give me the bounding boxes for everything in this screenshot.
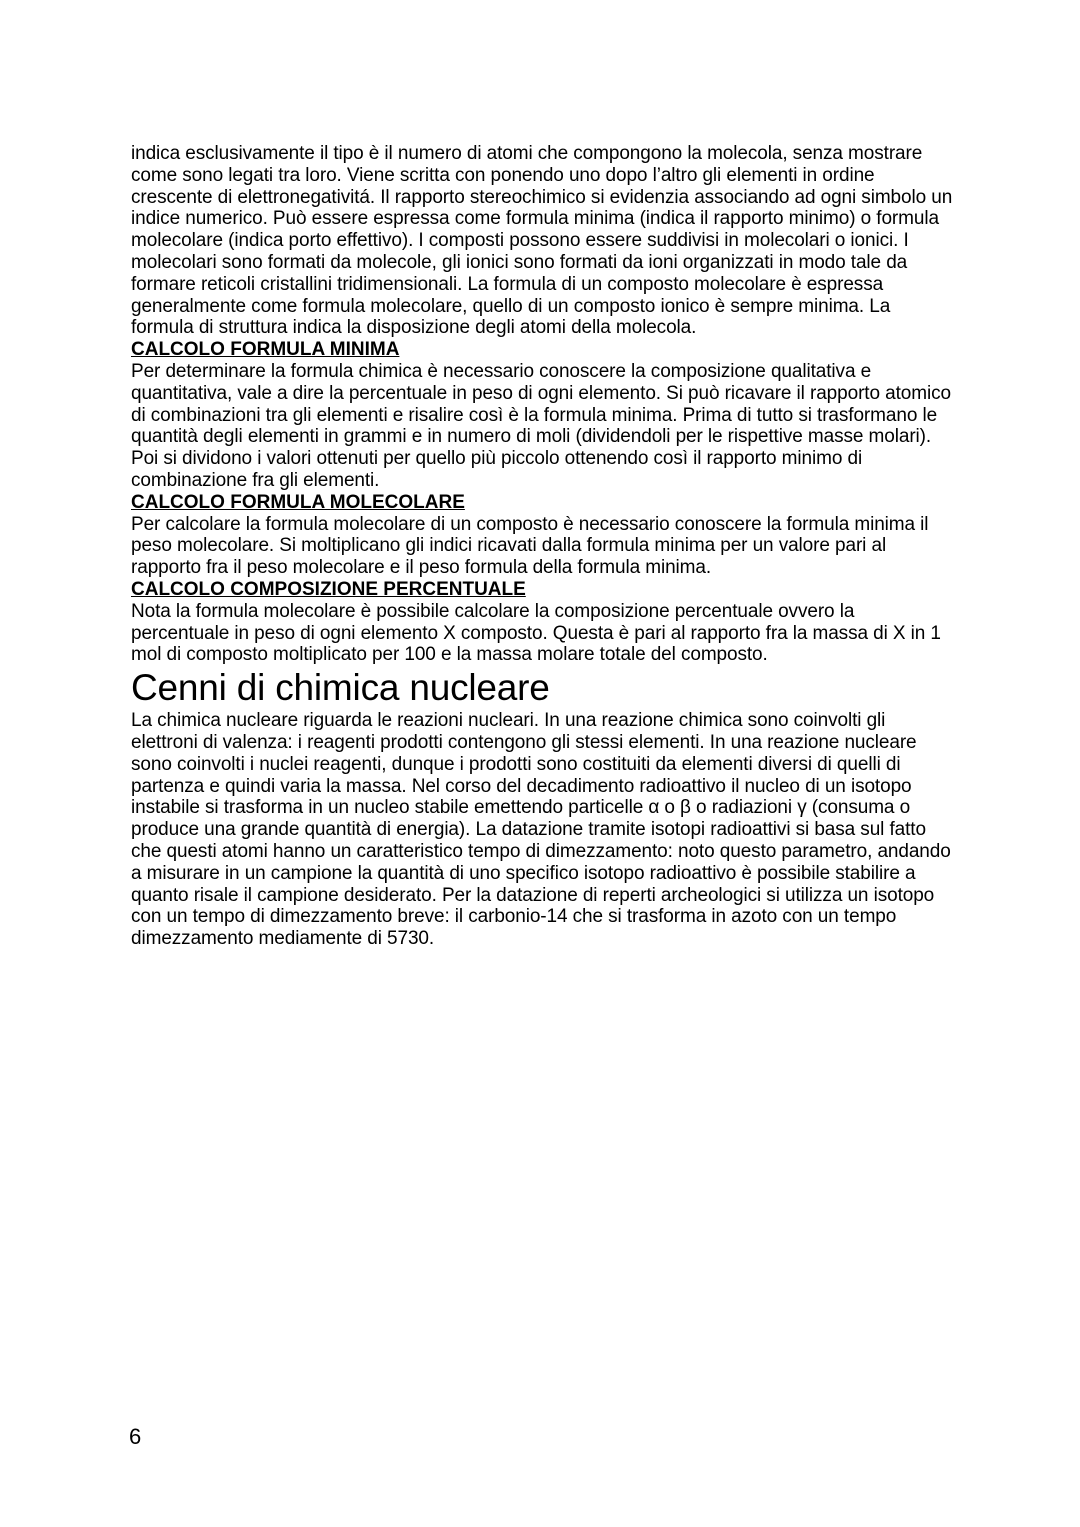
paragraph-formula-molecolare: Per calcolare la formula molecolare di un composto è necessario conoscere la formula minima il peso molecolare. Si moltiplicano gli indici ricavati dalla formula minima per un valore pari al rapporto fra il peso molecolare e il peso formula della formula minima.: [131, 513, 929, 579]
heading-formula-molecolare: CALCOLO FORMULA MOLECOLARE: [131, 491, 465, 513]
chapter-title: Cenni di chimica nucleare: [131, 667, 550, 709]
heading-formula-minima: CALCOLO FORMULA MINIMA: [131, 339, 400, 361]
paragraph-formula-minima: Per determinare la formula chimica è necessario conoscere la composizione qualitativa e quantitativa, vale a dire la percentuale in peso di ogni elemento. Si può ricavare il rapporto atomico di combinazioni tra gli elementi e risalire così è la formula minima. Prima di tutto si trasformano le quantità degli elementi in grammi e in numero di moli (dividendoli per le rispettive masse molari). Poi si dividono i valori ottenuti per quello più piccolo ottenendo così il rapporto minimo di combinazione fra gli elementi.: [131, 360, 951, 491]
heading-composizione-percentuale: CALCOLO COMPOSIZIONE PERCENTUALE: [131, 578, 526, 600]
page-number: 6: [129, 1424, 142, 1449]
page-content: [131, 143, 956, 950]
intro-paragraph: indica esclusivamente il tipo è il numero di atomi che compongono la molecola, senza mostrare come sono legati tra loro. Viene scritta con ponendo uno dopo l’altro gli elementi in ordine crescente di elettronegativitá. Il rapporto stereochimico si evidenzia associando ad ogni simbolo un indice numerico. Può essere espressa come formula minima (indica il rapporto minimo) o formula molecolare (indica porto effettivo). I composti possono essere suddivisi in molecolari o ionici. I molecolari sono formati da molecole, gli ionici sono formati da ioni organizzati in modo tale da formare reticoli cristallini tridimensionali. La formula di un composto molecolare è espressa generalmente come formula molecolare, quello di un composto ionico è sempre minima. La formula di struttura indica la disposizione degli atomi della molecola.: [131, 143, 953, 339]
paragraph-composizione-percentuale: Nota la formula molecolare è possibile calcolare la composizione percentuale ovvero la percentuale in peso di ogni elemento X composto. Questa è pari al rapporto fra la massa di X in 1 mol di composto moltiplicato per 100 e la massa molare totale del composto.: [131, 600, 941, 666]
chapter-paragraph: La chimica nucleare riguarda le reazioni nucleari. In una reazione chimica sono coinvolti gli elettroni di valenza: i reagenti prodotti contengono gli stessi elementi. In una reazione nucleare sono coinvolti i nuclei reagenti, dunque i prodotti sono costituiti da elementi diversi di quelli di partenza e quindi varia la massa. Nel corso del decadimento radioattivo il nucleo di un isotopo instabile si trasforma in un nucleo stabile emettendo particelle α o β o radiazioni γ (consuma o produce una grande quantità di energia). La datazione tramite isotopi radioattivi si basa sul fatto che questi atomi hanno un caratteristico tempo di dimezzamento: noto questo parametro, andando a misurare in un campione la quantità di uno specifico isotopo radioattivo è possibile stabilire a quanto risale il campione desiderato. Per la datazione di reperti archeologici si utilizza un isotopo con un tempo di dimezzamento breve: il carbonio-14 che si trasforma in azoto con un tempo dimezzamento mediamente di 5730.: [131, 710, 951, 950]
